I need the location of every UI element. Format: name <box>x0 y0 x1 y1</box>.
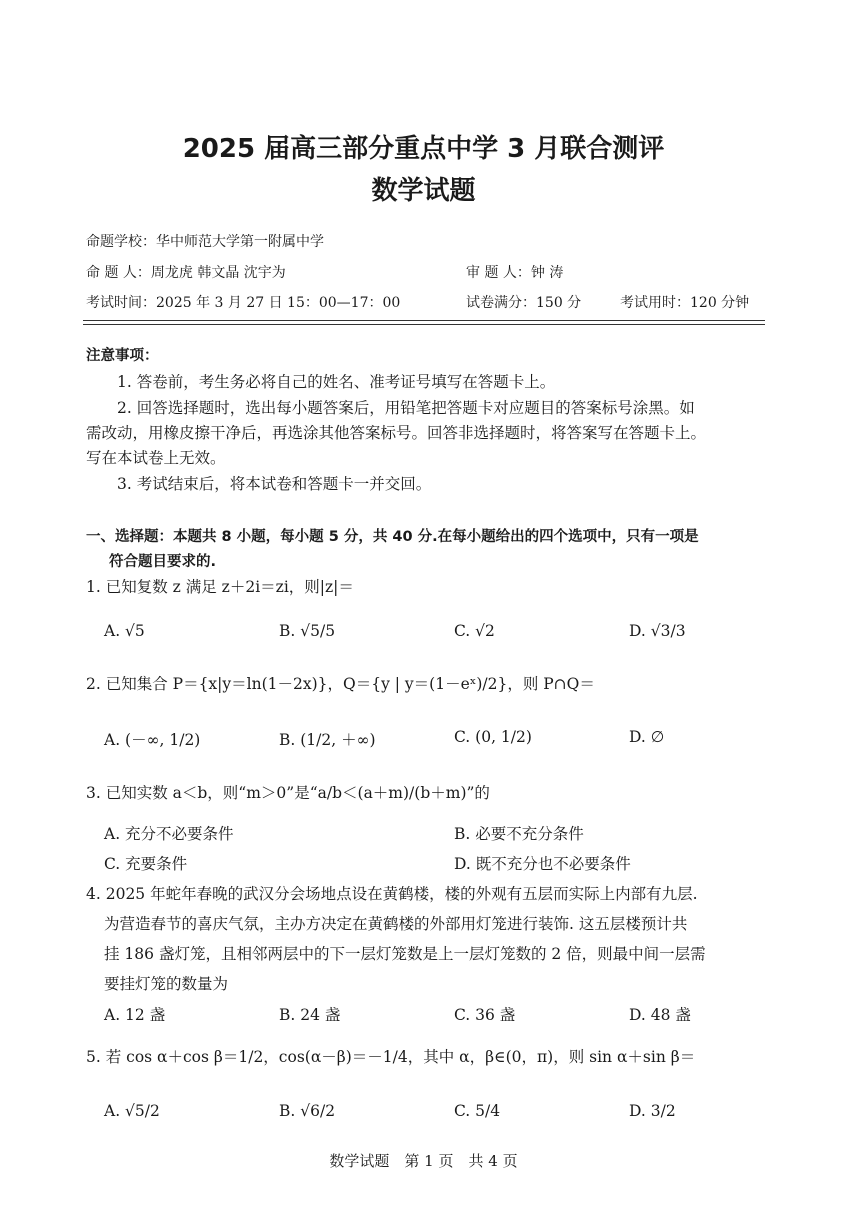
q5-option-c: C. 5/4 <box>454 1102 501 1120</box>
notice-item-3: 3. 考试结束后，将本试卷和答题卡一并交回。 <box>117 475 432 493</box>
q2-option-b: B. (1/2, ＋∞) <box>279 731 376 749</box>
q1-option-d: D. √3/3 <box>629 622 686 640</box>
q4-stem-line2: 为营造春节的喜庆气氛，主办方决定在黄鹤楼的外部用灯笼进行装饰. 这五层楼预计共 <box>104 915 688 933</box>
header-rule-bottom <box>83 324 765 325</box>
exam-time-label: 考试时间：2025 年 3 月 27 日 15：00—17：00 <box>86 295 401 311</box>
q1-option-a: A. √5 <box>104 622 145 640</box>
header-rule-top <box>83 320 765 321</box>
notice-heading: 注意事项： <box>86 348 159 364</box>
exam-subject: 数学试题 <box>371 176 476 206</box>
q3-option-d: D. 既不充分也不必要条件 <box>454 855 631 873</box>
q3-stem: 3. 已知实数 a＜b，则“m＞0”是“a/b＜(a＋m)/(b＋m)”的 <box>86 784 490 802</box>
q3-option-b: B. 必要不充分条件 <box>454 825 584 843</box>
full-score-label: 试卷满分：150 分 <box>466 295 582 311</box>
q4-option-c: C. 36 盏 <box>454 1006 516 1024</box>
q5-stem: 5. 若 cos α＋cos β＝1/2，cos(α－β)＝－1/4，其中 α，β∈(0，π)，则 sin α＋sin β＝ <box>86 1048 696 1066</box>
school-label: 命题学校：华中师范大学第一附属中学 <box>86 234 324 250</box>
q4-stem-line1: 4. 2025 年蛇年春晚的武汉分会场地点设在黄鹤楼，楼的外观有五层而实际上内部有九层. <box>86 885 698 903</box>
q5-option-b: B. √6/2 <box>279 1102 336 1120</box>
authors-label: 命 题 人：周龙虎 韩文晶 沈宇为 <box>86 265 286 281</box>
notice-item-2-line1: 2. 回答选择题时，选出每小题答案后，用铅笔把答题卡对应题目的答案标号涂黑。如 <box>117 399 695 417</box>
q2-stem: 2. 已知集合 P＝{x|y＝ln(1－2x)}，Q＝{y | y＝(1－eˣ)/2}，则 P∩Q＝ <box>86 675 595 693</box>
q2-option-a: A. (－∞, 1/2) <box>104 731 201 749</box>
q5-option-d: D. 3/2 <box>629 1102 676 1120</box>
notice-item-2-line3: 写在本试卷上无效。 <box>86 449 226 467</box>
notice-item-1: 1. 答卷前，考生务必将自己的姓名、准考证号填写在答题卡上。 <box>117 373 556 391</box>
q4-option-d: D. 48 盏 <box>629 1006 691 1024</box>
duration-label: 考试用时：120 分钟 <box>620 295 750 311</box>
q2-option-d: D. ∅ <box>629 728 665 746</box>
q4-stem-line4: 要挂灯笼的数量为 <box>104 975 229 993</box>
q4-option-b: B. 24 盏 <box>279 1006 341 1024</box>
q4-option-a: A. 12 盏 <box>104 1006 166 1024</box>
q2-option-c: C. (0, 1/2) <box>454 728 532 746</box>
q3-option-a: A. 充分不必要条件 <box>104 825 234 843</box>
q1-option-b: B. √5/5 <box>279 622 336 640</box>
q1-option-c: C. √2 <box>454 622 495 640</box>
q4-stem-line3: 挂 186 盏灯笼，且相邻两层中的下一层灯笼数是上一层灯笼数的 2 倍，则最中间一层需 <box>104 945 706 963</box>
exam-title: 2025 届高三部分重点中学 3 月联合测评 <box>182 134 665 164</box>
q1-stem: 1. 已知复数 z 满足 z＋2i＝zi，则|z|＝ <box>86 578 354 596</box>
q5-option-a: A. √5/2 <box>104 1102 160 1120</box>
q3-option-c: C. 充要条件 <box>104 855 188 873</box>
reviewer-label: 审 题 人：钟 涛 <box>466 265 564 281</box>
section1-heading-line2: 符合题目要求的. <box>109 554 217 570</box>
page-footer: 数学试题 第 1 页 共 4 页 <box>329 1152 518 1170</box>
notice-item-2-line2: 需改动，用橡皮擦干净后，再选涂其他答案标号。回答非选择题时，将答案写在答题卡上。 <box>86 424 707 442</box>
section1-heading-line1: 一、选择题：本题共 8 小题，每小题 5 分，共 40 分.在每小题给出的四个选项中，只有一项是 <box>86 529 699 545</box>
